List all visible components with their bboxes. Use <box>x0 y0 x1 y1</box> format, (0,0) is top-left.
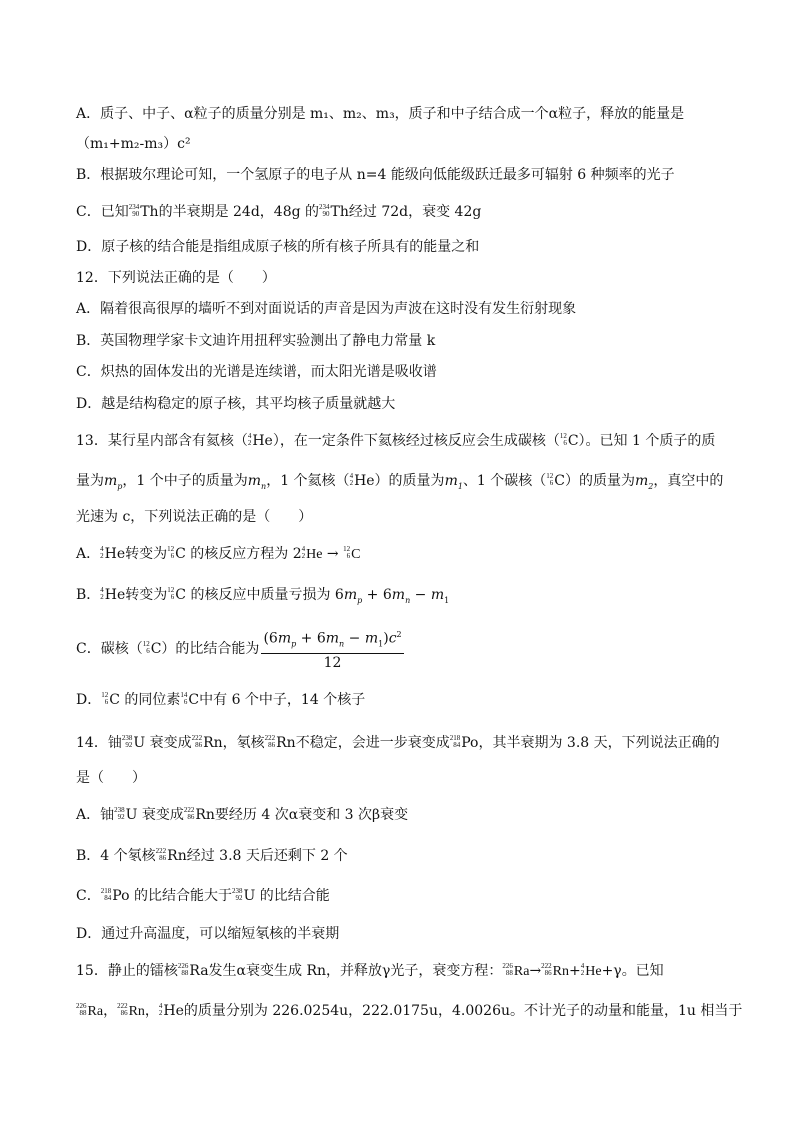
q13-option-d <box>76 690 736 711</box>
rn-222-nuclide: 222 86 <box>191 733 203 749</box>
u-238-nuclide-a: 238 92 <box>114 805 125 821</box>
q11-option-c-prefix: C．已知 <box>76 204 129 220</box>
q13-b-prefix: B． <box>76 587 101 603</box>
q13-c-suffix: C）的比结合能为 <box>150 641 260 658</box>
q14-stem-line1 <box>76 733 736 754</box>
q13-d-suffix: C中有 6 个中子，14 个核子 <box>188 692 366 708</box>
gamma-term: +γ <box>601 963 622 979</box>
q13-stem2-f: C）的质量为 <box>554 473 636 489</box>
q13-option-a <box>76 544 736 565</box>
q12-option-d <box>76 394 736 414</box>
q11-option-c <box>76 202 736 223</box>
rn-222-nuclide-eq: 222 86 Rn <box>541 961 570 979</box>
q15-stem-line1 <box>76 961 736 982</box>
q13-d-middle: C 的同位素 <box>109 692 181 708</box>
rn-222-nuclide-b: 222 86 <box>155 846 167 862</box>
q14-option-c <box>76 886 736 907</box>
q11-option-a-formula: （m₁+m₂-m₃）c² <box>76 136 191 152</box>
q14-b-prefix: B．4 个氡核 <box>76 848 156 864</box>
q13-stem3-text: 光速为 c，下列说法正确的是（ ） <box>76 509 313 525</box>
q15-stem-c: 。已知 <box>621 963 664 979</box>
q13-option-c <box>76 626 736 672</box>
mass-defect-formula: $6m_p + 6m_n - m_1$ <box>330 587 450 605</box>
q11-option-b <box>76 165 736 185</box>
c-12-nuclide-d: 12 6 <box>101 690 109 706</box>
q13-stem2-g: ，真空中的 <box>653 473 724 489</box>
q13-b-middle: He转变为 <box>104 587 168 603</box>
q13-stem2-c: ，1 个氦核（ <box>266 473 350 489</box>
q14-a-suffix: Rn要经历 4 次α衰变和 3 次β衰变 <box>195 807 409 823</box>
fraction-numerator: $(6m_p + 6m_n - m_1)c^2$ <box>261 626 403 654</box>
he-4-nuclide: 4 2 <box>247 431 252 447</box>
q13-a-prefix: A． <box>76 546 101 562</box>
q13-stem-line3 <box>76 507 736 527</box>
he-4-nuclide-a: 4 2 <box>100 544 104 560</box>
q14-stem-b: U 衰变成 <box>133 735 192 751</box>
c-12-nuclide-a: 12 6 <box>167 544 175 560</box>
q13-stem-line1 <box>76 431 736 452</box>
q14-stem-line2 <box>76 768 736 788</box>
q12-option-b-text: B．英国物理学家卡文迪许用扭秤实验测出了静电力常量 k <box>76 333 436 349</box>
q11-option-d <box>76 237 736 257</box>
q11-option-a <box>76 104 736 124</box>
c-12-nuclide-b: 12 6 <box>167 585 175 601</box>
q12-stem-text: 12．下列说法正确的是（ ） <box>76 270 276 286</box>
q13-stem2-b: ，1 个中子的质量为 <box>122 473 248 489</box>
po-218-nuclide-c: 218 84 <box>100 886 112 902</box>
po-218-nuclide: 218 84 <box>449 733 461 749</box>
he-4-nuclide-2: 4 2 <box>349 471 354 487</box>
q14-stem-c: Rn，氡核 <box>203 735 265 751</box>
q11-option-d-text: D．原子核的结合能是指组成原子核的所有核子所具有的能量之和 <box>76 239 480 255</box>
q13-stem-part3: C）。已知 1 个质子的质 <box>567 433 716 449</box>
q13-stem-part1: 13．某行星内部含有氦核（ <box>76 433 248 449</box>
fraction-denominator: 12 <box>323 655 342 672</box>
q13-d-prefix: D． <box>76 692 102 708</box>
rn-222-nuclide-2: 222 86 <box>264 733 276 749</box>
q13-a-suffix: C 的核反应方程为 2 <box>175 546 302 562</box>
mass-neutron-symbol: $m_n$ <box>247 473 267 491</box>
q14-a-prefix: A．铀 <box>76 807 115 823</box>
he-4-nuclide-eq-2: 4 2 He <box>580 961 602 979</box>
q11-option-b-text: B．根据玻尔理论可知，一个氢原子的电子从 n=4 能级向低能级跃迁最多可辐射 6 种频率的光子 <box>76 167 675 183</box>
ra-226-nuclide-2: 226 88 Ra <box>76 1001 104 1019</box>
rn-222-nuclide-a: 222 86 <box>183 805 195 821</box>
plus-sign: + <box>569 963 581 979</box>
q12-option-a <box>76 299 736 319</box>
arrow-icon: → <box>322 546 344 562</box>
binding-energy-fraction <box>261 626 403 672</box>
q14-stem-e: Po，其半衰期为 3.8 天，下列说法正确的 <box>461 735 720 751</box>
q13-stem2-d: He）的质量为 <box>354 473 445 489</box>
he-4-nuclide-b: 4 2 <box>100 585 104 601</box>
q12-option-c-text: C．炽热的固体发出的光谱是连续谱，而太阳光谱是吸收谱 <box>76 364 437 380</box>
q14-d-text: D．通过升高温度，可以缩短氡核的半衰期 <box>76 926 340 942</box>
q12-option-c <box>76 362 736 382</box>
q14-option-a <box>76 805 736 826</box>
mass-2-symbol: $m_2$ <box>635 473 654 491</box>
th-234-nuclide-2: 234 90 <box>319 202 330 218</box>
rn-222-nuclide-2b: 222 86 Rn <box>117 1001 145 1019</box>
he-4-nuclide-3: 4 2 <box>158 1001 163 1017</box>
q13-stem2-e: 、1 个碳核（ <box>462 473 547 489</box>
u-238-nuclide: 238 92 <box>121 733 133 749</box>
q15-stem-line2 <box>76 1001 743 1022</box>
q13-option-b <box>76 585 736 611</box>
q13-stem-line2 <box>76 471 736 497</box>
q15-stem-a: 15．静止的镭核 <box>76 963 178 979</box>
q11-option-c-suffix: Th经过 72d，衰变 42g <box>330 204 482 220</box>
q11-option-c-middle: Th的半衰期是 24d，48g 的 <box>140 204 320 220</box>
q14-option-d <box>76 924 736 944</box>
q15-stem-b: Ra发生α衰变生成 Rn，并释放γ光子，衰变方程： <box>189 963 503 979</box>
q14-b-suffix: Rn经过 3.8 天后还剩下 2 个 <box>167 848 348 864</box>
q15-stem2-text: He的质量分别为 226.0254u，222.0175u，4.0026u。不计光子的动量和能量，1u 相当于 <box>163 1003 743 1019</box>
q13-b-suffix: C 的核反应中质量亏损为 <box>175 587 331 603</box>
q14-c-prefix: C． <box>76 888 101 904</box>
q11-option-a-text: A．质子、中子、α粒子的质量分别是 m₁、m₂、m₃，质子和中子结合成一个α粒子，释放的能量是 <box>76 106 685 122</box>
q12-option-a-text: A．隔着很高很厚的墙听不到对面说话的声音是因为声波在这时没有发生衍射现象 <box>76 301 577 317</box>
q13-a-middle: He转变为 <box>104 546 168 562</box>
u-238-nuclide-c: 238 92 <box>231 886 243 902</box>
th-234-nuclide: 234 90 <box>128 202 140 218</box>
q14-stem-a: 14．铀 <box>76 735 122 751</box>
q12-option-d-text: D．越是结构稳定的原子核，其平均核子质量就越大 <box>76 396 396 412</box>
q12-stem <box>76 268 736 288</box>
q14-a-middle: U 衰变成 <box>125 807 184 823</box>
comma-1: ， <box>103 1003 118 1019</box>
q13-stem2-a: 量为 <box>76 473 104 489</box>
q14-c-suffix: U 的比结合能 <box>243 888 330 904</box>
c-12-nuclide-c: 12 6 <box>142 640 150 655</box>
q14-option-b <box>76 846 736 867</box>
q13-c-prefix: C．碳核（ <box>76 641 143 658</box>
ra-226-nuclide-eq: 226 88 Ra <box>502 961 530 979</box>
q13-stem-part2: He），在一定条件下氦核经过核反应会生成碳核（ <box>252 433 560 449</box>
c-12-nuclide-2: 12 6 <box>546 471 554 487</box>
q14-stem2-text: 是（ ） <box>76 770 146 786</box>
he-4-nuclide-eq: 4 2 He <box>301 544 323 562</box>
mass-1-symbol: $m_1$ <box>444 473 463 491</box>
q14-c-middle: Po 的比结合能大于 <box>112 888 232 904</box>
c-12-nuclide-eq: 12 6 C <box>343 544 361 562</box>
q14-stem-d: Rn不稳定，会进一步衰变成 <box>276 735 450 751</box>
q12-option-b <box>76 331 736 351</box>
c-12-nuclide: 12 6 <box>559 431 567 447</box>
q11-option-a-cont <box>76 134 736 154</box>
comma-2: ， <box>144 1003 159 1019</box>
mass-proton-symbol: $m_p$ <box>104 473 123 491</box>
c-14-nuclide: 14 6 <box>180 690 188 706</box>
ra-226-nuclide: 226 88 <box>177 961 189 977</box>
arrow-icon-2: → <box>529 963 542 979</box>
